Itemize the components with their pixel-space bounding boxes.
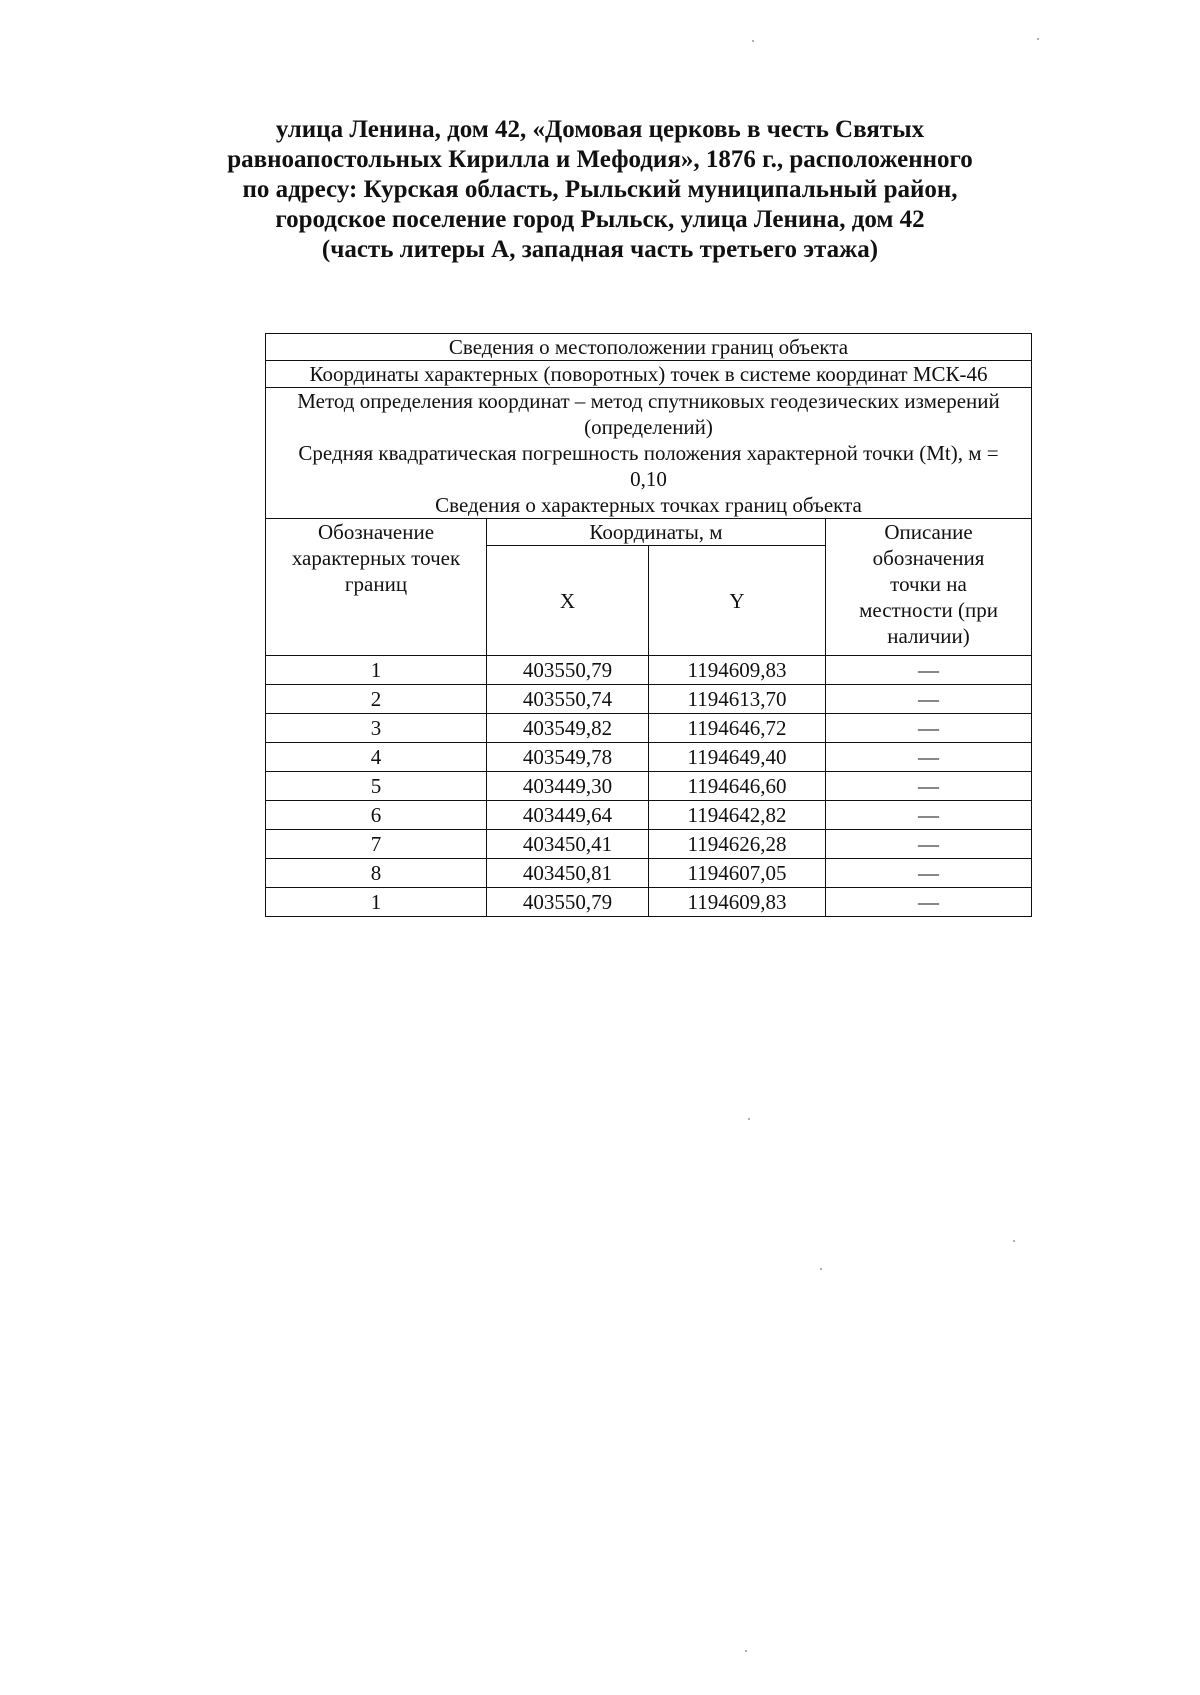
column-header-description: Описание обозначения точки на местности (при наличии) <box>826 519 1032 656</box>
points-title: Сведения о характерных точках границ объекта <box>435 493 862 517</box>
point-description: — <box>826 888 1032 917</box>
coord-x: 403450,41 <box>487 830 649 859</box>
point-number: 5 <box>266 772 487 801</box>
table-row <box>266 830 1032 859</box>
scan-speck <box>745 1650 747 1652</box>
point-number: 7 <box>266 830 487 859</box>
point-number: 2 <box>266 685 487 714</box>
coord-y: 1194646,60 <box>649 772 826 801</box>
coord-x: 403550,74 <box>487 685 649 714</box>
coord-y: 1194607,05 <box>649 859 826 888</box>
column-header-point: Обозначение характерных точек границ <box>266 519 487 656</box>
point-description: — <box>826 743 1032 772</box>
coord-y: 1194642,82 <box>649 801 826 830</box>
point-number: 8 <box>266 859 487 888</box>
coordinate-system: Координаты характерных (поворотных) точек в системе координат МСК-46 <box>266 361 1032 388</box>
table-row <box>266 772 1032 801</box>
coord-y: 1194646,72 <box>649 714 826 743</box>
accuracy-text: Средняя квадратическая погрешность положения характерной точки (Mt), м = 0,10 <box>298 441 999 491</box>
point-description: — <box>826 801 1032 830</box>
point-description: — <box>826 656 1032 685</box>
point-description: — <box>826 859 1032 888</box>
heading-line: (часть литеры А, западная часть третьего этажа) <box>321 236 879 263</box>
column-header-x: X <box>487 546 649 656</box>
boundary-coordinates-table <box>265 333 1032 917</box>
table-row <box>266 656 1032 685</box>
point-description: — <box>826 772 1032 801</box>
coord-y: 1194609,83 <box>649 888 826 917</box>
scan-speck <box>1037 38 1039 40</box>
method-and-accuracy <box>266 388 1032 519</box>
document-heading <box>150 115 1050 265</box>
point-description: — <box>826 685 1032 714</box>
point-description: — <box>826 714 1032 743</box>
table-row <box>266 714 1032 743</box>
scan-speck <box>748 1118 750 1120</box>
heading-line: равноапостольных Кирилла и Мефодия», 1876 г., расположенного <box>227 146 973 173</box>
scan-speck <box>1013 1240 1015 1242</box>
coord-y: 1194649,40 <box>649 743 826 772</box>
coord-y: 1194626,28 <box>649 830 826 859</box>
point-number: 3 <box>266 714 487 743</box>
coord-x: 403550,79 <box>487 888 649 917</box>
method-text: Метод определения координат – метод спутниковых геодезических измерений (определений) <box>297 389 1000 439</box>
table-row <box>266 888 1032 917</box>
coord-x: 403549,82 <box>487 714 649 743</box>
point-number: 6 <box>266 801 487 830</box>
coord-x: 403449,64 <box>487 801 649 830</box>
table-row <box>266 685 1032 714</box>
scan-speck <box>820 1268 822 1270</box>
coord-x: 403549,78 <box>487 743 649 772</box>
heading-line: городское поселение город Рыльск, улица Ленина, дом 42 <box>275 206 925 233</box>
table-row <box>266 743 1032 772</box>
coord-x: 403550,79 <box>487 656 649 685</box>
point-description: — <box>826 830 1032 859</box>
point-number: 4 <box>266 743 487 772</box>
coord-y: 1194613,70 <box>649 685 826 714</box>
heading-line: по адресу: Курская область, Рыльский муниципальный район, <box>242 176 958 203</box>
coord-x: 403449,30 <box>487 772 649 801</box>
table-row <box>266 859 1032 888</box>
point-number: 1 <box>266 656 487 685</box>
coord-y: 1194609,83 <box>649 656 826 685</box>
section-title: Сведения о местоположении границ объекта <box>266 334 1032 361</box>
column-header-y: Y <box>649 546 826 656</box>
scan-speck <box>752 40 754 42</box>
heading-line: улица Ленина, дом 42, «Домовая церковь в честь Святых <box>275 116 925 143</box>
point-number: 1 <box>266 888 487 917</box>
column-header-coordinates: Координаты, м <box>487 519 826 546</box>
coord-x: 403450,81 <box>487 859 649 888</box>
table-row <box>266 801 1032 830</box>
